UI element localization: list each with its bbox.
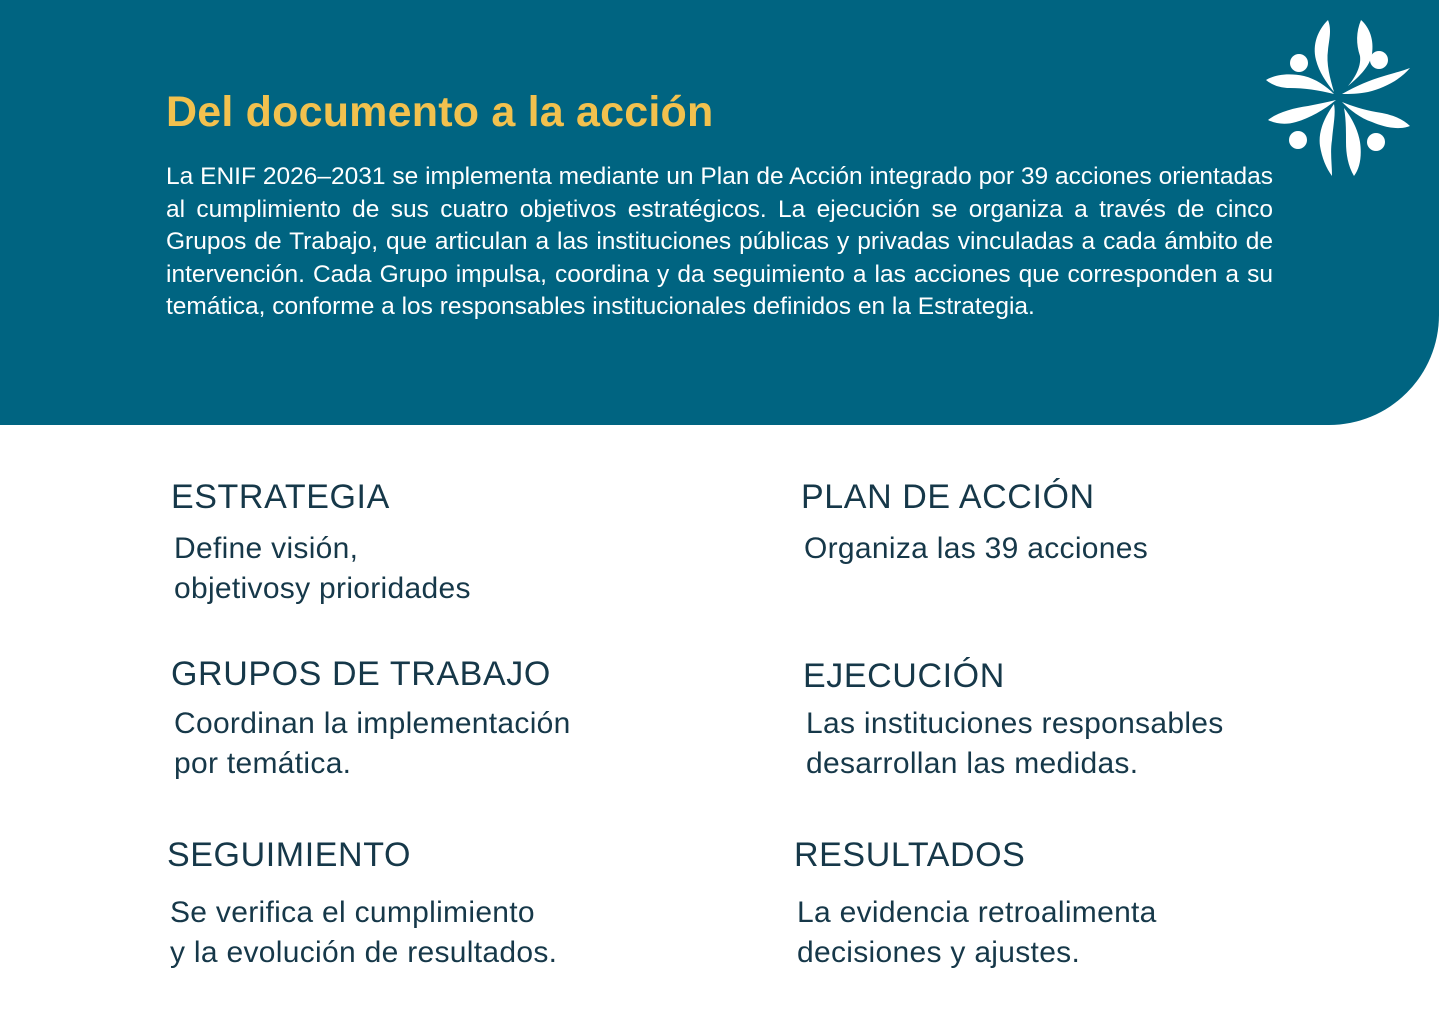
step-grupos-de-trabajo-text: Coordinan la implementación por temática. xyxy=(174,707,571,780)
step-estrategia xyxy=(171,478,471,608)
step-seguimiento-text: Se verifica el cumplimiento y la evolución de resultados. xyxy=(170,896,558,969)
header-banner xyxy=(0,0,1439,425)
step-seguimiento-title: SEGUIMIENTO xyxy=(167,836,412,874)
step-estrategia-text: Define visión, objetivosy prioridades xyxy=(174,532,471,605)
step-plan-de-accion-title: PLAN DE ACCIÓN xyxy=(801,478,1095,516)
step-ejecucion-text: Las instituciones responsables desarrollan las medidas. xyxy=(806,707,1224,780)
step-estrategia-title: ESTRATEGIA xyxy=(171,478,390,516)
step-grupos-de-trabajo-title: GRUPOS DE TRABAJO xyxy=(171,655,551,693)
step-seguimiento xyxy=(167,836,557,972)
step-resultados-text: La evidencia retroalimenta decisiones y ajustes. xyxy=(797,896,1157,969)
step-plan-de-accion-text: Organiza las 39 acciones xyxy=(804,532,1149,565)
step-grupos-de-trabajo xyxy=(171,655,571,783)
step-resultados-title: RESULTADOS xyxy=(794,836,1026,874)
people-circle-logo-icon xyxy=(1260,14,1414,178)
step-ejecucion xyxy=(803,657,1224,783)
step-plan-de-accion xyxy=(801,478,1148,569)
page-title: Del documento a la acción xyxy=(166,88,714,136)
intro-paragraph: La ENIF 2026–2031 se implementa mediante un Plan de Acción integrado por 39 acciones orientadas al cumplimiento de sus cuatro objetivos estratégicos. La ejecución se organiza a través de cinco Grupos de Trabajo, que articulan a las instituciones públicas y privadas vinculadas a cada ámbito de intervención. Cada Grupo impulsa, coordina y da seguimiento a las acciones que corresponden a su temática, conforme a los responsables institucionales definidos en la Estrategia. xyxy=(166,163,1273,320)
step-ejecucion-title: EJECUCIÓN xyxy=(803,657,1005,695)
step-resultados xyxy=(794,836,1157,972)
